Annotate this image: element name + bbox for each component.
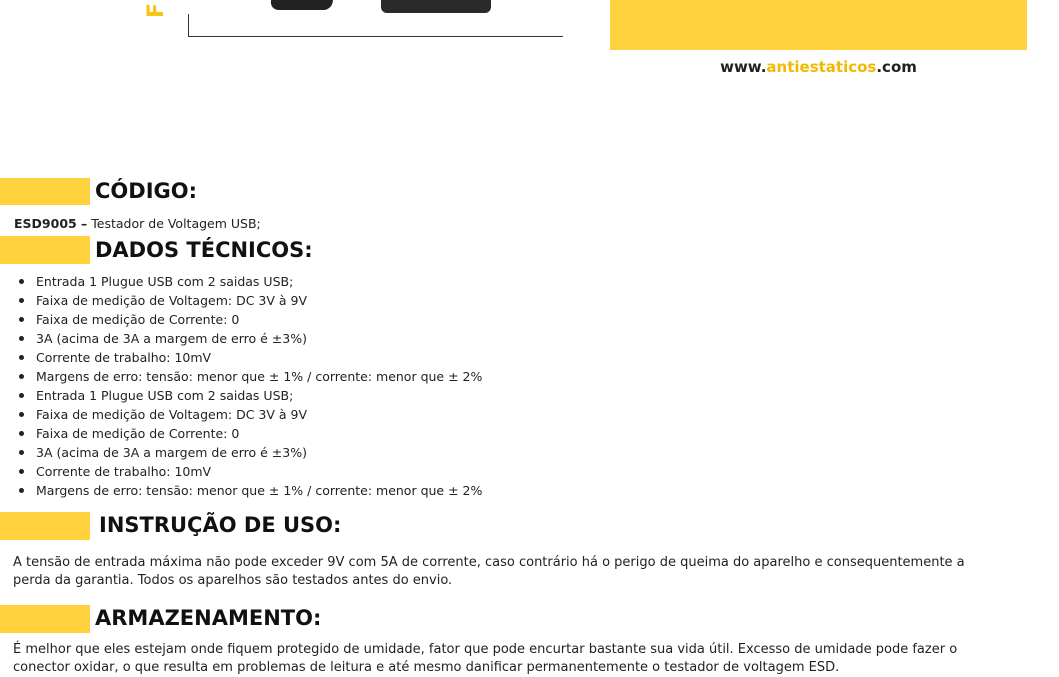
side-letter-text: F — [144, 2, 169, 18]
list-item: Margens de erro: tensão: menor que ± 1% / corrente: menor que ± 2% — [14, 481, 482, 500]
product-image-left — [269, 0, 333, 10]
image-frame-line — [188, 14, 563, 37]
list-item: 3A (acima de 3A a margem de erro é ±3%) — [14, 329, 482, 348]
instrucao-text: A tensão de entrada máxima não pode exceder 9V com 5A de corrente, caso contrário há o perigo de queima do aparelho e consequentemente a perda da garantia. Todos os aparelhos são testados antes do envio. — [13, 555, 965, 588]
side-letter — [144, 0, 182, 26]
list-item: Faixa de medição de Voltagem: DC 3V à 9V — [14, 291, 482, 310]
section-title-dados-tecnicos: DADOS TÉCNICOS: — [95, 238, 313, 262]
website-link[interactable] — [610, 58, 1027, 76]
section-title-codigo: CÓDIGO: — [95, 179, 197, 203]
section-title-armazenamento: ARMAZENAMENTO: — [95, 606, 322, 630]
list-item: Entrada 1 Plugue USB com 2 saidas USB; — [14, 386, 482, 405]
section-bar-dados-tecnicos — [0, 236, 90, 264]
website-suffix: .com — [876, 58, 917, 76]
list-item: Corrente de trabalho: 10mV — [14, 348, 482, 367]
list-item: Margens de erro: tensão: menor que ± 1% / corrente: menor que ± 2% — [14, 367, 482, 386]
list-item: Faixa de medição de Corrente: 0 — [14, 310, 482, 329]
section-bar-codigo — [0, 178, 90, 205]
product-code: ESD9005 – — [14, 216, 88, 231]
section-title-instrucao: INSTRUÇÃO DE USO: — [99, 513, 342, 537]
header-banner — [610, 0, 1027, 50]
codigo-line — [14, 216, 261, 231]
list-item: Corrente de trabalho: 10mV — [14, 462, 482, 481]
spec-list — [14, 272, 482, 500]
list-item: Entrada 1 Plugue USB com 2 saidas USB; — [14, 272, 482, 291]
list-item: Faixa de medição de Voltagem: DC 3V à 9V — [14, 405, 482, 424]
website-prefix: www. — [720, 58, 767, 76]
section-bar-instrucao — [0, 512, 90, 540]
armazenamento-text: É melhor que eles estejam onde fiquem protegido de umidade, fator que pode encurtar bastante sua vida útil. Excesso de umidade pode fazer o conector oxidar, o que resulta em problemas de leitura e até mesmo danificar permanentemente o testador de voltagem ESD. — [13, 642, 958, 675]
product-description: Testador de Voltagem USB; — [87, 216, 261, 231]
section-bar-armazenamento — [0, 605, 90, 633]
product-image-right — [381, 0, 491, 13]
list-item: 3A (acima de 3A a margem de erro é ±3%) — [14, 443, 482, 462]
website-accent: antiestaticos — [766, 58, 877, 76]
list-item: Faixa de medição de Corrente: 0 — [14, 424, 482, 443]
